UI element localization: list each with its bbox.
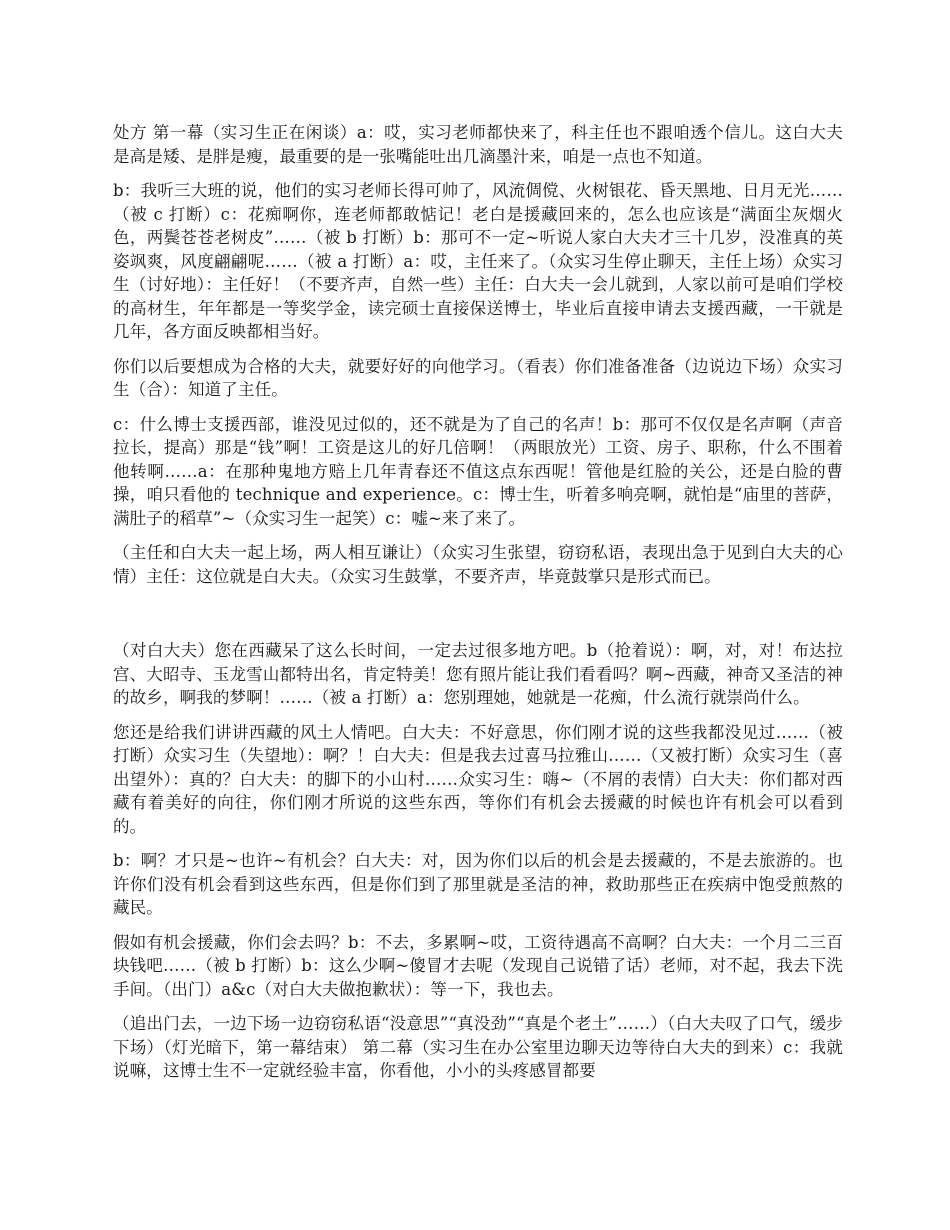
section-gap (113, 599, 843, 639)
paragraph: 您还是给我们讲讲西藏的风土人情吧。白大夫：不好意思，你们刚才说的这些我都没见过……（被打断）众实习生（失望地）：啊？！白大夫：但是我去过喜马拉雅山……（又被打断）众实习生（喜出望外）：真的？白大夫：的脚下的小山村……众实习生：嗨~（不屑的表情）白大夫：你们都对西藏有着美好的向往，你们刚才所说的这些东西，等你们有机会去援藏的时候也许有机会可以看到的。 (113, 722, 843, 836)
paragraph: （追出门去，一边下场一边窃窃私语“没意思”“真没劲”“真是个老土”……）（白大夫叹了口气，缓步下场）（灯光暗下，第一幕结束） 第二幕（实习生在办公室里边聊天边等待白大夫的到来）c：我就说嘛，这博士生不一定就经验丰富，你看他，小小的头疼感冒都要 (113, 1014, 843, 1080)
paragraph: 假如有机会援藏，你们会去吗？b：不去，多累啊~哎，工资待遇高不高啊？白大夫：一个月二三百块钱吧……（被 b 打断）b：这么少啊~傻冒才去呢（发现自己说错了话）老师，对不起，我去下洗手间。（出门）a&c（对白大夫做抱歉状）：等一下，我也去。 (113, 932, 843, 999)
paragraph: b：我听三大班的说，他们的实习老师长得可帅了，风流倜傥、火树银花、昏天黑地、日月无光……（被 c 打断）c：花痴啊你，连老师都敢惦记！老白是援藏回来的，怎么也应该是“满面尘灰烟火色，两鬓苍苍老树皮”……（被 b 打断）b：那可不一定~听说人家白大夫才三十几岁，没准真的英姿飒爽，风度翩翩呢……（被 a 打断）a：哎，主任来了。（众实习生停止聊天，主任上场）众实习生（讨好地）：主任好！（不要齐声，自然一些）主任：白大夫一会儿就到，人家以前可是咱们学校的高材生，年年都是一等奖学金，读完硕士直接保送博士，毕业后直接申请去支援西藏，一干就是几年，各方面反映都相当好。 (113, 181, 843, 341)
paragraph: （对白大夫）您在西藏呆了这么长时间，一定去过很多地方吧。b（抢着说）：啊，对，对！布达拉宫、大昭寺、玉龙雪山都特出名，肯定特美！您有照片能让我们看看吗？啊~西藏，神奇又圣洁的神的故乡，啊我的梦啊！……（被 a 打断）a：您别理她，她就是一花痴，什么流行就崇尚什么。 (113, 641, 843, 707)
paragraph: c：什么博士支援西部，谁没见过似的，还不就是为了自己的名声！b：那可不仅仅是名声啊（声音拉长，提高）那是“钱”啊！工资是这儿的好几倍啊！（两眼放光）工资、房子、职称，什么不围着他转啊……a：在那种鬼地方赔上几年青春还不值这点东西呢！管他是红脸的关公，还是白脸的曹操，咱只看他的 technique and experience。c：博士生，听着多响亮啊，就怕是“庙里的菩萨，满肚子的稻草”~（众实习生一起笑）c：嘘~来了来了。 (113, 414, 843, 528)
paragraph: （主任和白大夫一起上场，两人相互谦让）（众实习生张望，窃窃私语，表现出急于见到白大夫的心情）主任：这位就是白大夫。（众实习生鼓掌，不要齐声，毕竟鼓掌只是形式而已。 (113, 543, 843, 586)
paragraph: 处方 第一幕（实习生正在闲谈）a：哎，实习老师都快来了，科主任也不跟咱透个信儿。这白大夫是高是矮、是胖是瘦，最重要的是一张嘴能吐出几滴墨汁来，咱是一点也不知道。 (113, 123, 843, 166)
paragraph: 你们以后要想成为合格的大夫，就要好好的向他学习。（看表）你们准备准备（边说边下场）众实习生（合）：知道了主任。 (113, 356, 843, 399)
document-page (113, 121, 843, 1094)
paragraph: b：啊？才只是~也许~有机会？白大夫：对，因为你们以后的机会是去援藏的，不是去旅游的。也许你们没有机会看到这些东西，但是你们到了那里就是圣洁的神，救助那些正在疾病中饱受煎熬的藏民。 (113, 851, 843, 917)
